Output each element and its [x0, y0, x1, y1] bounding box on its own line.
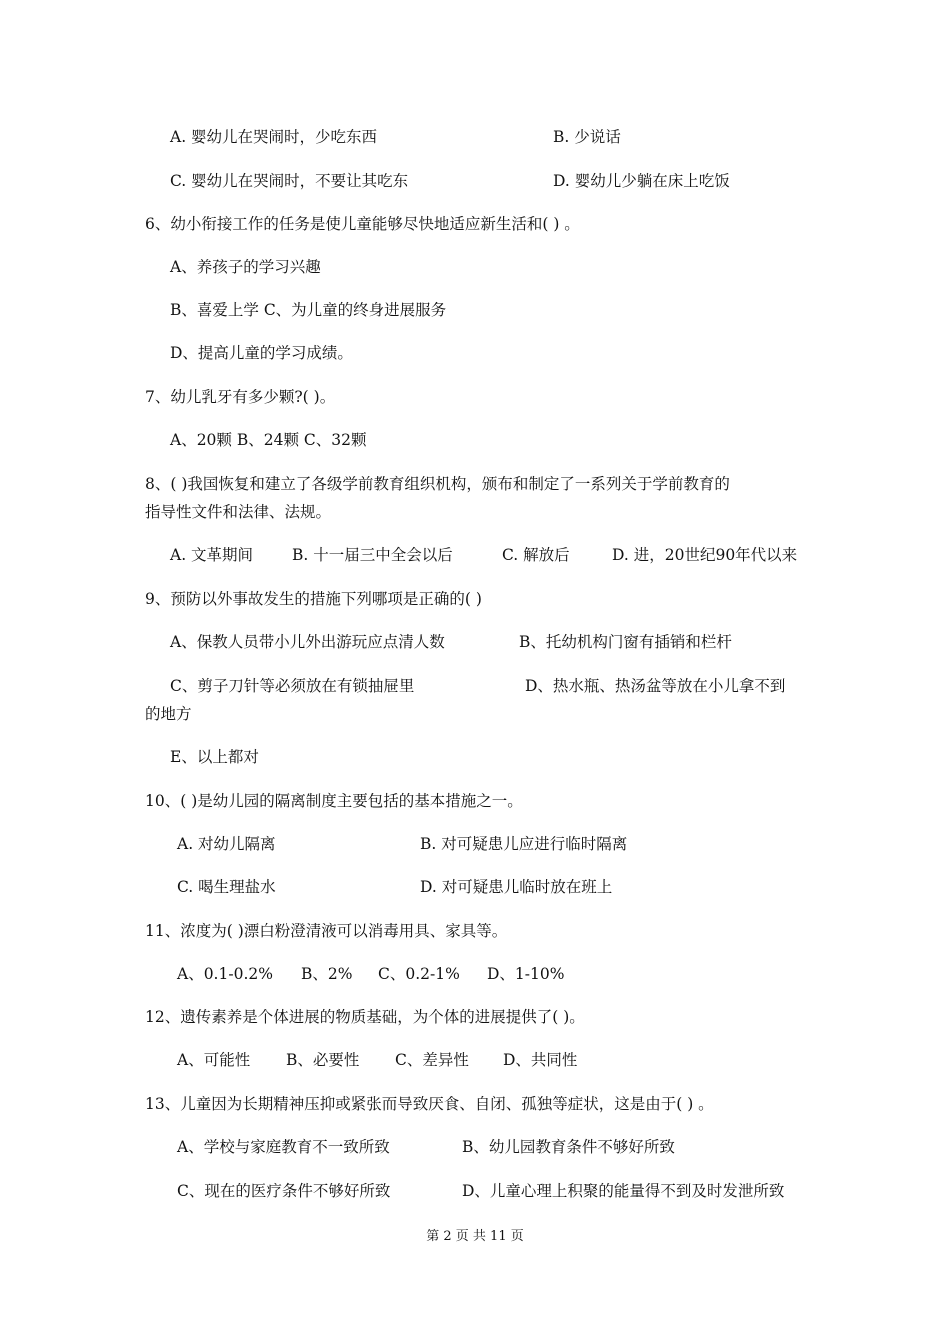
q6-stem: 6、幼小衔接工作的任务是使儿童能够尽快地适应新生活和( ) 。 [145, 215, 580, 233]
q8-stem-line2: 指导性文件和法律、法规。 [145, 503, 332, 521]
q11-option-d: D、1-10% [487, 965, 565, 983]
page-number-footer: 第 2 页 共 11 页 [426, 1229, 524, 1244]
q13-option-c: C、现在的医疗条件不够好所致 [177, 1182, 391, 1200]
q12-option-d: D、共同性 [503, 1051, 578, 1069]
q9-option-d-line1: D、热水瓶、热汤盆等放在小儿拿不到 [525, 677, 786, 695]
q5-option-a: A. 婴幼儿在哭闹时，少吃东西 [170, 128, 378, 146]
q5-option-b: B. 少说话 [553, 128, 621, 146]
q9-stem: 9、预防以外事故发生的措施下列哪项是正确的( ) [145, 590, 482, 608]
q10-option-d: D. 对可疑患儿临时放在班上 [420, 878, 613, 896]
q9-option-a: A、保教人员带小儿外出游玩应点清人数 [170, 633, 445, 651]
q9-option-c: C、剪子刀针等必须放在有锁抽屉里 [170, 677, 415, 695]
q11-option-a: A、0.1-0.2% [177, 965, 273, 983]
q11-option-c: C、0.2-1% [378, 965, 460, 983]
q9-option-e: E、以上都对 [170, 748, 259, 766]
q12-stem: 12、遗传素养是个体进展的物质基础，为个体的进展提供了( )。 [145, 1008, 585, 1026]
q6-option-bc: B、喜爱上学 C、为儿童的终身进展服务 [170, 301, 447, 319]
q8-stem-line1: 8、( )我国恢复和建立了各级学前教育组织机构，颁布和制定了一系列关于学前教育的 [145, 475, 730, 493]
q7-options: A、20颗 B、24颗 C、32颗 [170, 431, 367, 449]
q10-stem: 10、( )是幼儿园的隔离制度主要包括的基本措施之一。 [145, 792, 523, 810]
q11-stem: 11、浓度为( )漂白粉澄清液可以消毒用具、家具等。 [145, 922, 508, 940]
q7-stem: 7、幼儿乳牙有多少颗?( )。 [145, 388, 336, 406]
q13-option-a: A、学校与家庭教育不一致所致 [177, 1138, 390, 1156]
q8-option-d: D. 进，20世纪90年代以来 [612, 546, 798, 564]
q8-option-b: B. 十一届三中全会以后 [292, 546, 453, 564]
q8-option-a: A. 文革期间 [170, 546, 254, 564]
q13-option-b: B、幼儿园教育条件不够好所致 [462, 1138, 675, 1156]
q13-stem: 13、儿童因为长期精神压抑或紧张而导致厌食、自闭、孤独等症状，这是由于( ) 。 [145, 1095, 714, 1113]
q5-option-d: D. 婴幼儿少躺在床上吃饭 [553, 172, 730, 190]
q10-option-c: C. 喝生理盐水 [177, 878, 276, 896]
q12-option-c: C、差异性 [395, 1051, 469, 1069]
q6-option-d: D、提高儿童的学习成绩。 [170, 344, 353, 362]
q11-option-b: B、2% [301, 965, 353, 983]
q9-option-d-line2: 的地方 [145, 705, 192, 723]
q5-option-c: C. 婴幼儿在哭闹时，不要让其吃东 [170, 172, 409, 190]
q6-option-a: A、养孩子的学习兴趣 [170, 258, 321, 276]
q12-option-b: B、必要性 [286, 1051, 360, 1069]
q10-option-b: B. 对可疑患儿应进行临时隔离 [420, 835, 628, 853]
q13-option-d: D、儿童心理上积聚的能量得不到及时发泄所致 [462, 1182, 785, 1200]
q8-option-c: C. 解放后 [502, 546, 570, 564]
q12-option-a: A、可能性 [177, 1051, 251, 1069]
q9-option-b: B、托幼机构门窗有插销和栏杆 [519, 633, 732, 651]
q10-option-a: A. 对幼儿隔离 [177, 835, 276, 853]
